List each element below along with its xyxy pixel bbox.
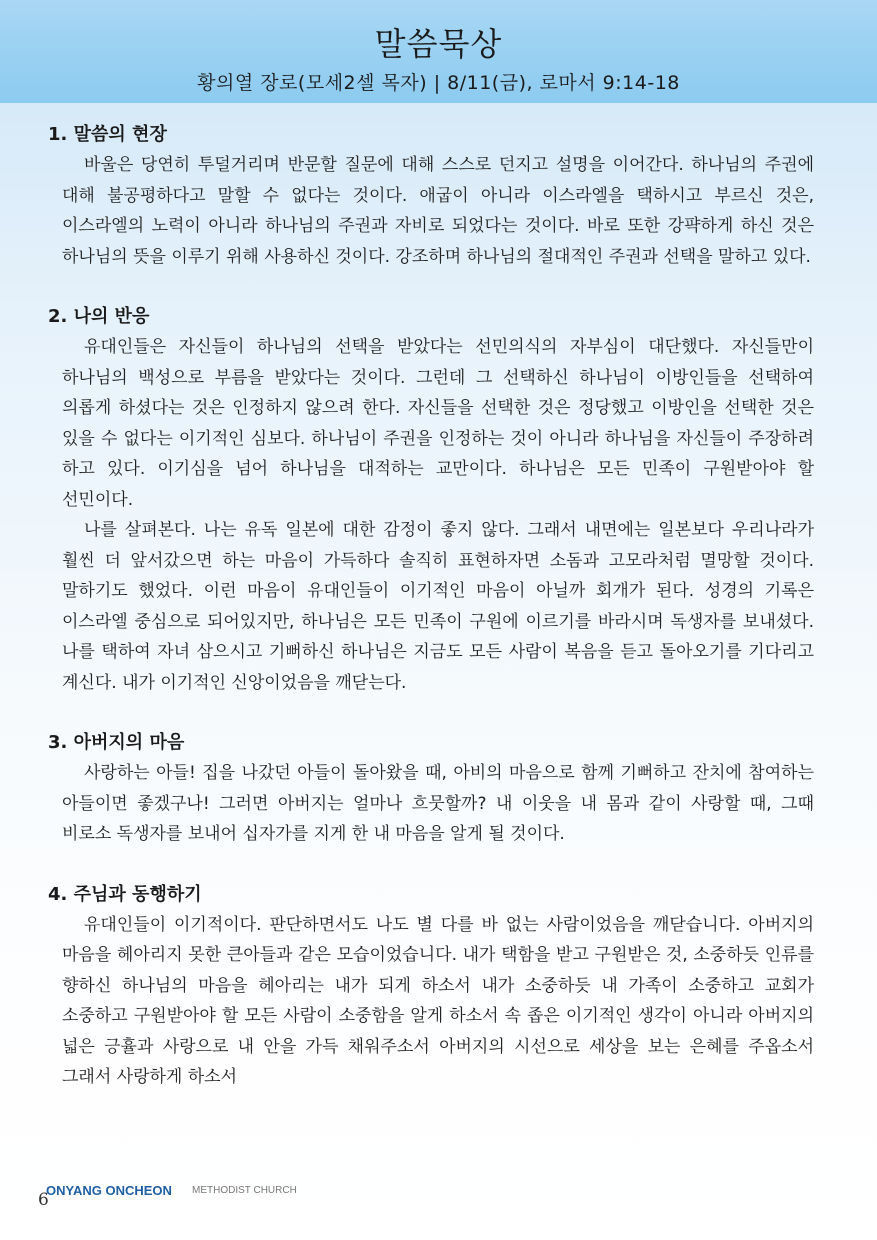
section-heading: 1. 말씀의 현장 bbox=[48, 124, 167, 145]
section-walking-with-lord bbox=[48, 880, 814, 1093]
section-paragraph: 유대인들이 이기적이다. 판단하면서도 나도 별 다를 바 없는 사람이었음을 깨닫습니다. 아버지의 마음을 헤아리지 못한 큰아들과 같은 모습이었습니다. 내가 택함을 받고 구원받은 것, 소중하듯 인류를 향하신 하나님의 마음을 헤아리는 내가 되게 하소서 내가 소중하듯 내 가족이 소중하고 교회가 소중하고 구원받아야 할 모든 사람이 소중함을 알게 하소서 속 좁은 이기적인 생각이 아니라 아버지의 넓은 긍휼과 사랑으로 내 안을 가득 채워주소서 아버지의 시선으로 세상을 보는 은혜를 주옵소서 그래서 사랑하게 하소서 bbox=[62, 914, 814, 1087]
section-paragraph: 바울은 당연히 투덜거리며 반문할 질문에 대해 스스로 던지고 설명을 이어간다. 하나님의 주권에 대해 불공평하다고 말할 수 없다는 것이다. 애굽이 아니라 이스라엘을 택하시고 부르신 것은, 이스라엘의 노력이 아니라 하나님의 주권과 자비로 되었다는 것이다. 바로 또한 강퍅하게 하신 것은 하나님의 뜻을 이루기 위해 사용하신 것이다. 강조하며 하나님의 절대적인 주권과 선택을 말하고 있다. bbox=[62, 155, 814, 267]
section-my-response bbox=[48, 302, 814, 698]
page-footer bbox=[36, 1180, 436, 1210]
section-heading: 4. 주님과 동행하기 bbox=[48, 883, 202, 905]
meditation-content bbox=[48, 120, 814, 1123]
page-header bbox=[0, 0, 877, 103]
page-subtitle: 황의열 장로(모세2셀 목자) | 8/11(금), 로마서 9:14-18 bbox=[197, 72, 680, 94]
section-fathers-heart bbox=[48, 728, 814, 850]
section-paragraph: 나를 살펴본다. 나는 유독 일본에 대한 감정이 좋지 않다. 그래서 내면에는 일본보다 우리나라가 훨씬 더 앞서갔으면 하는 마음이 가득하다 솔직히 표현하자면 소돔과 고모라처럼 멸망할 것이다. 말하기도 했었다. 이런 마음이 유대인들이 이기적인 마음이 아닐까 회개가 된다. 성경의 기록은 이스라엘 중심으로 되어있지만, 하나님은 모든 민족이 구원에 이르기를 바라시며 독생자를 보내셨다. 나를 택하여 자녀 삼으시고 기뻐하신 하나님은 지금도 모든 사람이 복음을 듣고 돌아오기를 기다리고 계신다. 내가 이기적인 신앙이었음을 깨닫는다. bbox=[62, 520, 814, 693]
section-scripture-scene bbox=[48, 120, 814, 272]
church-name-primary: ONYANG ONCHEON bbox=[46, 1183, 172, 1198]
church-name-secondary: METHODIST CHURCH bbox=[192, 1185, 297, 1196]
section-paragraph: 사랑하는 아들! 집을 나갔던 아들이 돌아왔을 때, 아비의 마음으로 함께 기뻐하고 잔치에 참여하는 아들이면 좋겠구나! 그러면 아버지는 얼마나 흐뭇할까? 내 이웃을 내 몸과 같이 사랑할 때, 그때 비로소 독생자를 보내어 십자가를 지게 한 내 마음을 알게 될 것이다. bbox=[62, 763, 814, 844]
section-heading: 3. 아버지의 마음 bbox=[48, 732, 185, 753]
section-heading: 2. 나의 반응 bbox=[48, 306, 150, 327]
page-number: 6 bbox=[38, 1190, 49, 1210]
page-title: 말씀묵상 bbox=[374, 25, 503, 63]
section-paragraph: 유대인들은 자신들이 하나님의 선택을 받았다는 선민의식의 자부심이 대단했다. 자신들만이 하나님의 백성으로 부름을 받았다는 것이다. 그런데 그 선택하신 하나님이 이방인들을 선택하여 의롭게 하셨다는 것은 인정하지 않으려 한다. 자신들을 선택한 것은 정당했고 이방인을 선택한 것은 있을 수 없다는 이기적인 심보다. 하나님이 주권을 인정하는 것이 아니라 하나님을 자신들이 주장하려 하고 있다. 이기심을 넘어 하나님을 대적하는 교만이다. 하나님은 모든 민족이 구원받아야 할 선민이다. bbox=[62, 337, 814, 510]
